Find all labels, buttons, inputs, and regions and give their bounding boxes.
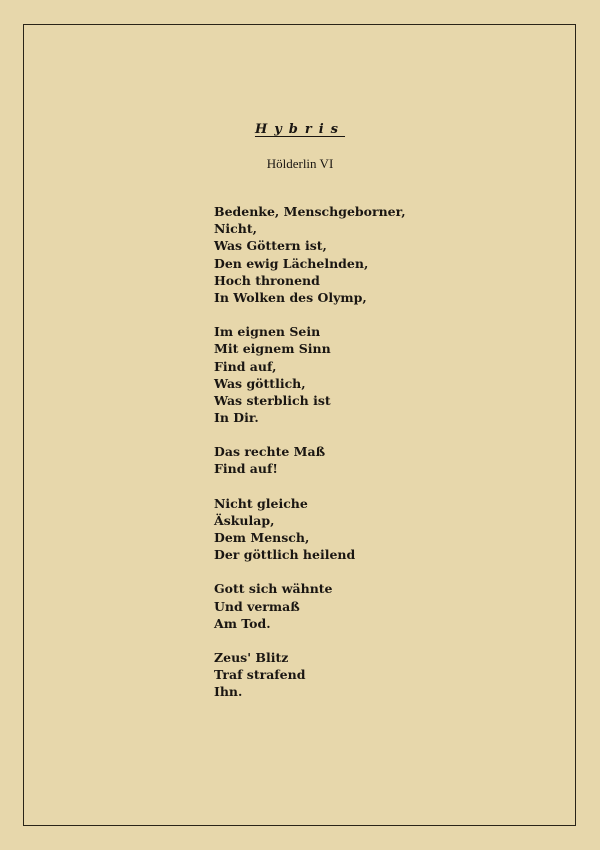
poem-title: Hybris — [254, 122, 346, 137]
stanza — [214, 580, 406, 632]
poem-line: In Wolken des Olymp, — [214, 289, 367, 305]
poem-line: Am Tod. — [214, 615, 271, 631]
stanza — [214, 495, 406, 564]
poem-subtitle: Hölderlin VI — [266, 156, 334, 171]
poem-line: Den ewig Lächelnden, — [214, 255, 369, 271]
poem-line: Nicht gleiche — [214, 495, 308, 511]
poem-line: Mit eignem Sinn — [214, 341, 331, 357]
poem-line: Gott sich wähnte — [214, 581, 333, 597]
poem-line: Hoch thronend — [214, 272, 320, 288]
poem-line: Zeus' Blitz — [214, 649, 289, 665]
poem-line: Dem Mensch, — [214, 530, 310, 545]
poem-line: Was Göttern ist, — [214, 238, 327, 254]
poem-line: Find auf, — [214, 358, 277, 374]
poem-line: Ihn. — [214, 684, 243, 700]
poem-line: In Dir. — [214, 410, 259, 426]
poem-line: Nicht, — [214, 221, 257, 237]
poem-line: Traf strafend — [214, 667, 306, 683]
poem-body — [214, 203, 406, 718]
stanza — [214, 203, 406, 306]
poem-line: Was göttlich, — [214, 375, 306, 391]
stanza — [214, 649, 406, 701]
poem-line: Das rechte Maß — [214, 444, 326, 460]
poem-line: Der göttlich heilend — [214, 547, 356, 563]
stanza — [214, 323, 406, 426]
poem-line: Find auf! — [214, 461, 278, 477]
stanza — [214, 443, 406, 477]
poem-line: Äskulap, — [214, 512, 275, 528]
poem-line: Und vermaß — [214, 598, 300, 614]
poem-line: Im eignen Sein — [214, 324, 321, 340]
poem-line: Bedenke, Menschgeborner, — [214, 204, 406, 219]
poem-line: Was sterblich ist — [214, 392, 331, 408]
